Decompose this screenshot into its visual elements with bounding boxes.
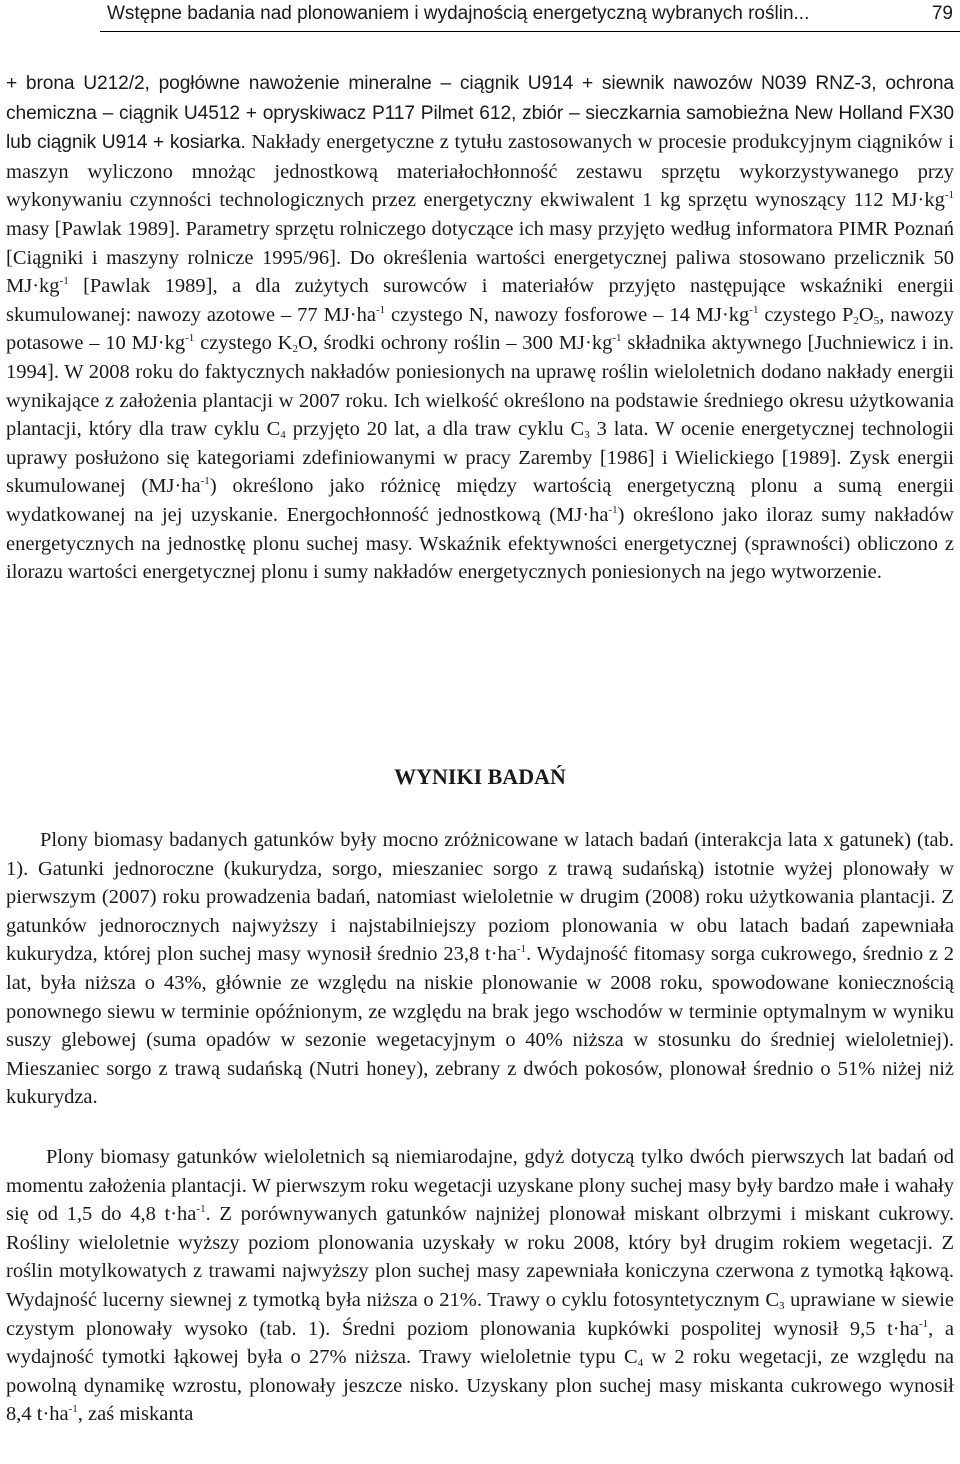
equipment-list-text: + brona U212/2, pogłówne nawożenie mineralne – ciągnik U914 + siewnik nawozów N039 RNZ-3, ochrona chemiczna – ciągnik U4512 + opryskiwacz P117 Pilmet 612, zbiór – sieczkarnia samobieżna New Holland FX30 lub ciągnik U914 + kosiarka. [6,73,954,154]
methods-paragraph: + brona U212/2, pogłówne nawożenie mineralne – ciągnik U914 + siewnik nawozów N039 RNZ-3, ochrona chemiczna – ciągnik U4512 + opryskiwacz P117 Pilmet 612, zbiór – sieczkarnia samobieżna New Holland FX30 lub ciągnik U914 + kosiarka. Nakłady energetyczne z tytułu zastosowanych w procesie produkcyjnym ciągników i maszyn wyliczono mnożąc jednostkową materiałochłonność zestawu sprzętu wykorzystywanego przy wykonywaniu czynności technologicznych przez energetyczny ekwiwalent 1 kg sprzętu wynoszący 112 $MJ\cdot kg^{-1}$ masy [Pawlak 1989]. Parametry sprzętu rolniczego dotyczące ich masy przyjęto według informatora PIMR Poznań [Ciągniki i maszyny rolnicze 1995/96]. Do określenia wartości energetycznej paliwa stosowano przelicznik 50 $MJ\cdot kg^{-1}$ [Pawlak 1989], a dla zużytych surowców i materiałów przyjęto następujące wskaźniki energii skumulowanej: nawozy azotowe – 77 $MJ\cdot ha^{-1}$ czystego N, nawozy fosforowe – 14 $MJ\cdot kg^{-1}$ czystego $P_2O_5$, nawozy potasowe – 10 $MJ\cdot kg^{-1}$ czystego $K_2O$, środki ochrony roślin – 300 $MJ\cdot kg^{-1}$ składnika aktywnego [Juchniewicz i in. 1994]. W 2008 roku do faktycznych nakładów poniesionych na uprawę roślin wieloletnich dodano nakłady energii wynikające z założenia plantacji w 2007 roku. Ich wielkość określono na podstawie średniego okresu użytkowania plantacji, który dla traw cyklu $C_4$ przyjęto 20 lat, a dla traw cyklu $C_3$ 3 lata. W ocenie energetycznej technologii uprawy posłużono się kategoriami zdefiniowanymi w pracy Zaremby [1986] i Wielickiego [1989]. Zysk energii skumulowanej $(MJ\cdot ha^{-1})$ określono jako różnicę między wartością energetyczną plonu a sumą energii wydatkowanej na jej uzyskanie. Energochłonność jednostkową $(MJ\cdot ha^{-1})$ określono jako iloraz sumy nakładów energetycznych na jednostkę plonu suchej masy. Wskaźnik efektywności energetycznej (sprawności) obliczono z ilorazu wartości energetycznej plonu i sumy nakładów energetycznych poniesionych na jego wytworzenie. [6,73,954,584]
section-heading: WYNIKI BADAŃ [394,764,566,789]
page-number: 79 [931,3,953,24]
running-header-title: Wstępne badania nad plonowaniem i wydajnością energetyczną wybranych roślin... [107,3,810,24]
header-rule [100,31,960,32]
results-paragraph-perennial: Plony biomasy gatunków wieloletnich są niemiarodajne, gdyż dotyczą tylko dwóch pierwszych lat badań od momentu założenia plantacji. W pierwszym roku wegetacji uzyskane plony suchej masy były bardzo małe i wahały się od 1,5 do 4,8 $t\cdot ha^{-1}$. Z porównywanych gatunków najniżej plonował miskant olbrzymi i miskant cukrowy. Rośliny wieloletnie wyższy poziom plonowania uzyskały w roku 2008, który był drugim rokiem wegetacji. Z roślin motylkowatych z trawami najwyższy plon suchej masy zapewniała koniczyna czerwona z tymotką łąkową. Wydajność lucerny siewnej z tymotką była niższa o 21%. Trawy o cyklu fotosyntetycznym $C_3$ uprawiane w siewie czystym plonowały wysoko (tab. 1). Średni poziom plonowania kupkówki pospolitej wynosił 9,5 $t\cdot ha^{-1}$, a wydajność tymotki łąkowej była o 27% niższa. Trawy wieloletnie typu $C_4$ w 2 roku wegetacji, ze względu na powolną dynamikę wzrostu, plonowały jeszcze nisko. Uzyskany plon suchej masy miskanta cukrowego wynosił 8,4 $t\cdot ha^{-1}$, zaś miskanta [6,1146,954,1426]
results-paragraph-annual: Plony biomasy badanych gatunków były mocno zróżnicowane w latach badań (interakcja lata x gatunek) (tab. 1). Gatunki jednoroczne (kukurydza, sorgo, mieszaniec sorgo z trawą sudańską) istotnie wyżej plonowały w pierwszym (2007) roku prowadzenia badań, natomiast wieloletnie w drugim (2008) roku użytkowania plantacji. Z gatunków jednorocznych najwyższy i najstabilniejszy poziom plonowania w obu latach badań zapewniała kukurydza, której plon suchej masy wynosił średnio 23,8 $t\cdot ha^{-1}$. Wydajność fitomasy sorga cukrowego, średnio z 2 lat, była niższa o 43%, głównie ze względu na niskie plonowanie w 2008 roku, spowodowane koniecznością ponownego siewu w terminie opóźnionym, ze względu na brak jego wschodów w terminie optymalnym w wyniku suszy glebowej (suma opadów w sezonie wegetacyjnym o 40% niższa w stosunku do średniej wieloletniej). Mieszaniec sorgo z trawą sudańską (Nutri honey), zebrany z dwóch pokosów, plonował średnio o 51% niżej niż kukurydza. [6,829,955,1109]
running-header [100,0,960,32]
